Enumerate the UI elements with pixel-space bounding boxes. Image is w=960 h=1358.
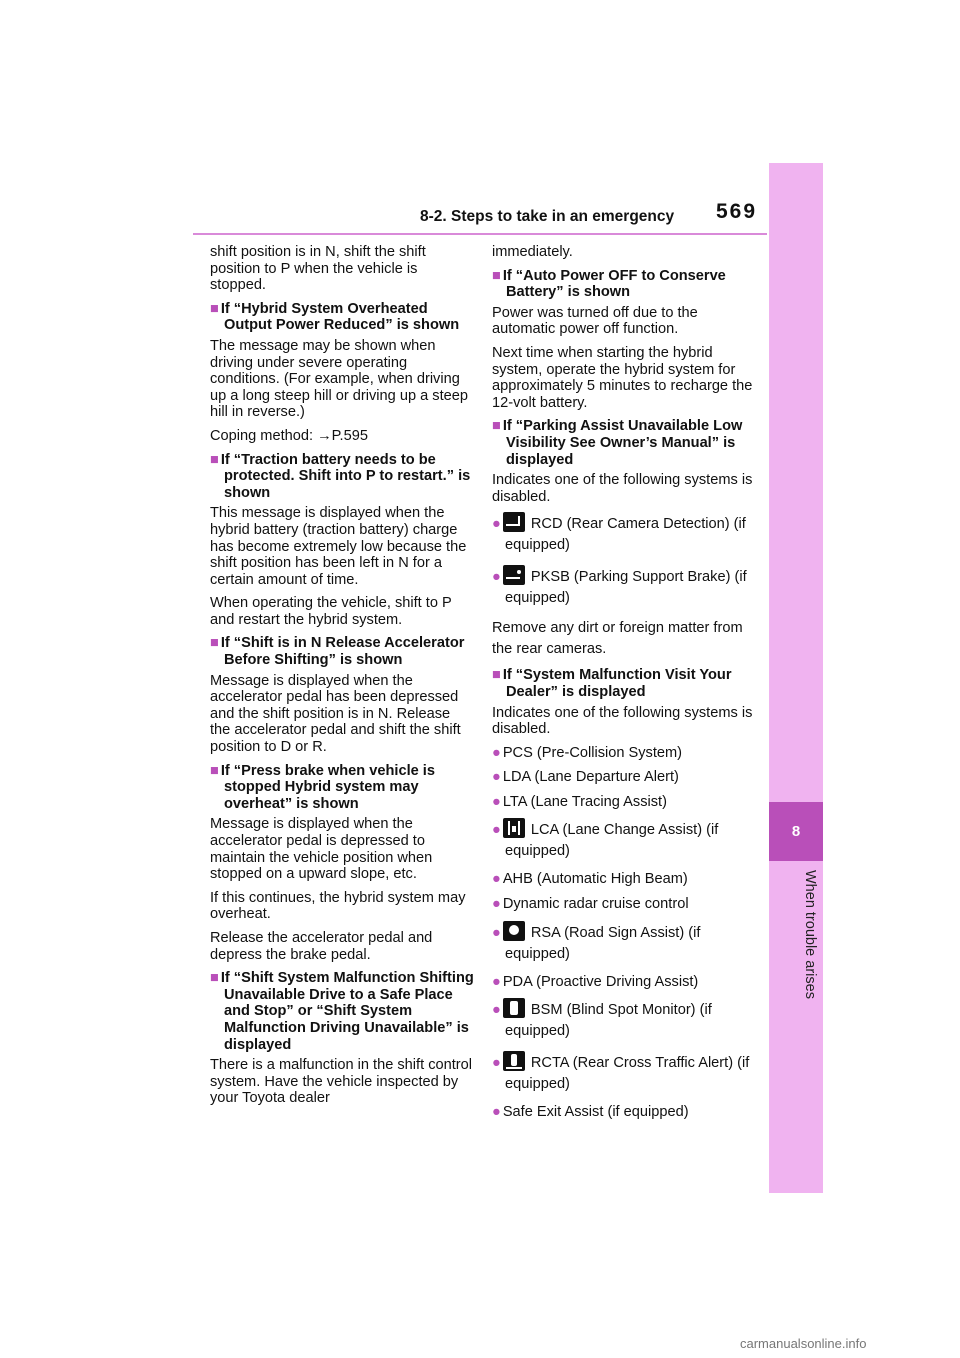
list-item: ● Safe Exit Assist (if equipped) — [492, 1104, 689, 1121]
section-heading: ■ If “Parking Assist Unavailable Low Visibility See Owner’s Manual” is displayed — [492, 418, 743, 468]
header-divider — [193, 233, 767, 235]
list-item: ● PKSB (Parking Support Brake) (if equipped) — [492, 565, 756, 609]
left-column — [210, 244, 474, 1114]
body-text: When operating the vehicle, shift to P and restart the hybrid system. — [210, 595, 452, 628]
square-marker-icon: ■ — [492, 418, 501, 435]
body-text: Indicates one of the following systems is disabled. — [492, 704, 753, 738]
page-number: 569 — [716, 200, 758, 223]
page-reference: Coping method: →P.595 — [210, 427, 368, 444]
chapter-side-tab — [769, 163, 823, 1193]
section-heading: ■ If “Traction battery needs to be protected. Shift into P to restart.” is shown — [210, 451, 471, 501]
parking-support-brake-icon — [503, 565, 525, 585]
blind-spot-monitor-icon — [503, 998, 525, 1018]
list-item: ● Dynamic radar cruise control — [492, 896, 689, 913]
watermark: carmanualsonline.info — [740, 1336, 867, 1351]
bullet-icon: ● — [492, 1055, 501, 1072]
intro-text: shift position is in N, shift the shift position to P when the vehicle is stopped. — [210, 244, 426, 294]
body-text: If this continues, the hybrid system may overheat. — [210, 889, 466, 923]
list-item: ● LTA (Lane Tracing Assist) — [492, 793, 667, 810]
bullet-icon: ● — [492, 769, 501, 786]
square-marker-icon: ■ — [210, 762, 219, 779]
section-heading: ■ If “Press brake when vehicle is stopped Hybrid system may overheat” is shown — [210, 762, 435, 812]
bullet-icon: ● — [492, 924, 501, 941]
bullet-icon: ● — [492, 744, 501, 761]
bullet-icon: ● — [492, 973, 501, 990]
list-item: ● AHB (Automatic High Beam) — [492, 871, 688, 888]
square-marker-icon: ■ — [492, 267, 501, 284]
list-item: ● LCA (Lane Change Assist) (if equipped) — [492, 818, 756, 862]
bullet-icon: ● — [492, 896, 501, 913]
section-title: 8-2. Steps to take in an emergency — [420, 208, 675, 225]
chapter-title: When trouble arises — [802, 870, 818, 999]
body-text: Remove any dirt or foreign matter from the rear cameras. — [492, 620, 743, 658]
chapter-number-badge: 8 — [769, 802, 823, 861]
section-heading: ■ If “System Malfunction Visit Your Dealer” is displayed — [492, 667, 732, 700]
body-text: Message is displayed when the accelerator pedal has been depressed and the shift position is in N. Release the accelerator pedal and shift the shift position to D or R. — [210, 672, 461, 756]
body-text: This message is displayed when the hybrid battery (traction battery) charge has become extremely low because the shift position has been left in N for a certain amount of time. — [210, 505, 467, 588]
square-marker-icon: ■ — [210, 970, 219, 987]
square-marker-icon: ■ — [210, 451, 219, 468]
body-text: There is a malfunction in the shift control system. Have the vehicle inspected by your Toyota dealer — [210, 1057, 473, 1107]
body-text: Release the accelerator pedal and depress the brake pedal. — [210, 929, 433, 963]
list-item: ● BSM (Blind Spot Monitor) (if equipped) — [492, 998, 756, 1042]
bullet-icon: ● — [492, 793, 501, 810]
list-item: ● RCTA (Rear Cross Traffic Alert) (if equipped) — [492, 1051, 756, 1095]
body-text: Indicates one of the following systems is disabled. — [492, 472, 753, 505]
rear-camera-detection-icon — [503, 512, 525, 532]
list-item: ● RSA (Road Sign Assist) (if equipped) — [492, 921, 756, 965]
square-marker-icon: ■ — [492, 667, 501, 684]
body-text: Message is displayed when the accelerator pedal is depressed to maintain the vehicle position when stopped on a upward slope, etc. — [210, 816, 433, 883]
list-item: ● RCD (Rear Camera Detection) (if equipped) — [492, 512, 756, 556]
bullet-icon: ● — [492, 871, 501, 888]
body-text: Power was turned off due to the automatic power off function. — [492, 304, 698, 338]
section-heading: ■ If “Shift is in N Release Accelerator Before Shifting” is shown — [210, 635, 465, 669]
list-item: ● PDA (Proactive Driving Assist) — [492, 973, 699, 990]
square-marker-icon: ■ — [210, 300, 219, 317]
section-heading: ■ If “Auto Power OFF to Conserve Battery” is shown — [492, 267, 726, 301]
bullet-icon: ● — [492, 822, 501, 839]
body-text: The message may be shown when driving under severe operating conditions. (For example, when driving up a long steep hill or driving up a steep hill in reverse.) — [210, 337, 468, 421]
section-heading: ■ If “Shift System Malfunction Shifting Unavailable Drive to a Safe Place and Stop” or “Shift System Malfunction Driving Unavailable” is displayed — [210, 970, 474, 1053]
body-text: Next time when starting the hybrid system, operate the hybrid system for approximately 5 minutes to recharge the 12-volt battery. — [492, 344, 753, 411]
bullet-icon: ● — [492, 1104, 501, 1121]
list-item: ● PCS (Pre-Collision System) — [492, 744, 683, 761]
section-heading: ■ If “Hybrid System Overheated Output Power Reduced” is shown — [210, 300, 460, 334]
list-item: ● LDA (Lane Departure Alert) — [492, 769, 679, 786]
bullet-icon: ● — [492, 1002, 501, 1019]
rear-cross-traffic-alert-icon — [503, 1051, 525, 1071]
bullet-icon: ● — [492, 516, 501, 533]
continued-text: immediately. — [492, 244, 573, 260]
road-sign-assist-icon — [503, 921, 525, 941]
right-column — [492, 244, 756, 1129]
square-marker-icon: ■ — [210, 635, 219, 652]
bullet-icon: ● — [492, 569, 501, 586]
lane-change-assist-icon — [503, 818, 525, 838]
